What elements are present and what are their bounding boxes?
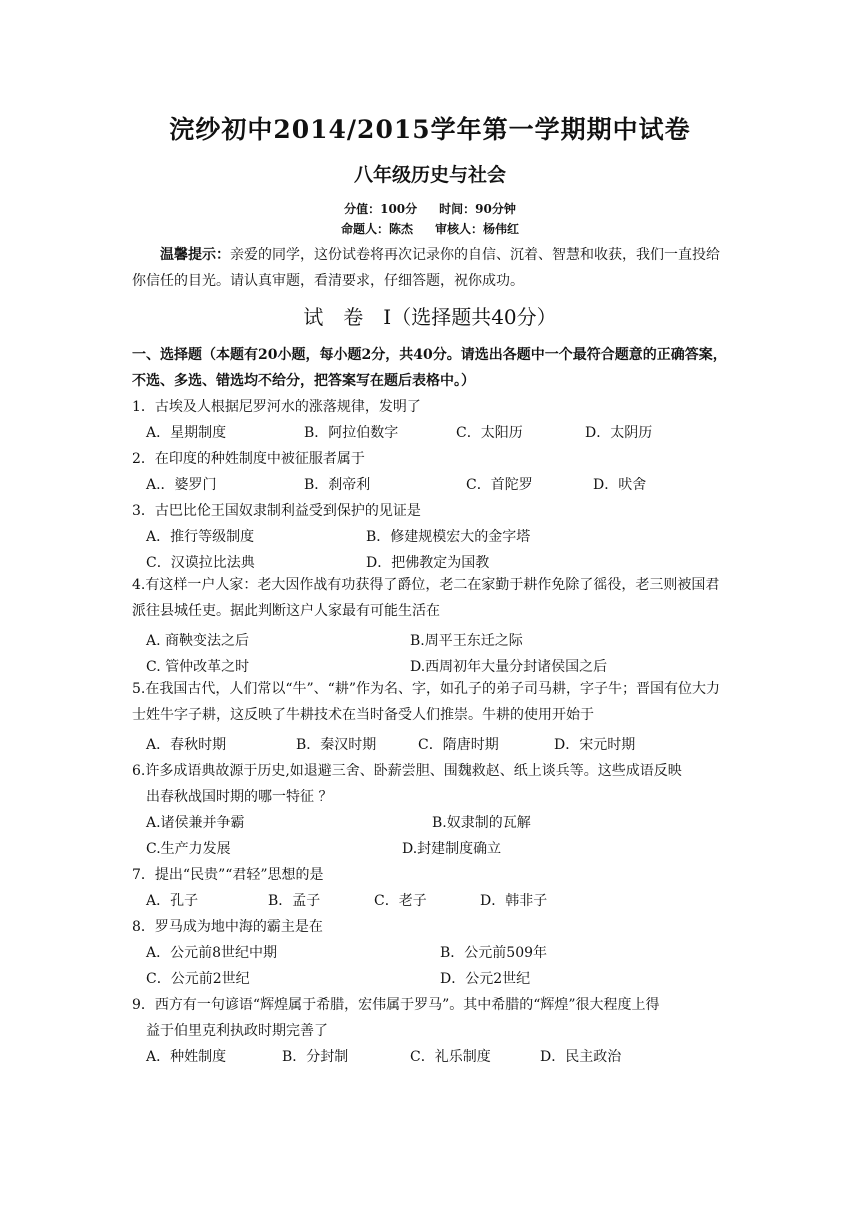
option-b: B．刹帝利 [304, 477, 371, 493]
option-c: C．首陀罗 [466, 477, 533, 493]
option-b: B．孟子 [268, 893, 321, 909]
option-d: D.封建制度确立 [402, 841, 502, 857]
option-d: D．太阴历 [585, 425, 653, 441]
question-stem: 9．西方有一句谚语“辉煌属于希腊，宏伟属于罗马”。其中希腊的“辉煌”很大程度上得 [132, 997, 660, 1013]
option-b: B.周平王东迁之际 [410, 633, 523, 649]
option-c: C．公元前2世纪 [146, 971, 250, 987]
option-a: A．公元前8世纪中期 [146, 945, 278, 961]
option-b: B．公元前509年 [440, 945, 548, 961]
option-c: C．汉谟拉比法典 [146, 555, 255, 571]
question-stem: 6.许多成语典故源于历史,如退避三舍、卧薪尝胆、围魏救赵、纸上谈兵等。这些成语反映 [132, 763, 682, 779]
option-d: D．公元2世纪 [440, 971, 531, 987]
question-stem: 2．在印度的种姓制度中被征服者属于 [132, 451, 365, 467]
exam-title: 浣纱初中2014/2015学年第一学期期中试卷 [169, 115, 691, 144]
option-a: A.诸侯兼并争霸 [146, 815, 245, 831]
section-title: 试 卷 Ⅰ（选择题共40分） [303, 305, 557, 329]
option-a: A. 商鞅变法之后 [146, 633, 250, 649]
notice-paragraph [132, 242, 732, 294]
author-label: 命题人：陈杰 [340, 222, 413, 236]
question-stem: 8．罗马成为地中海的霸主是在 [132, 919, 323, 935]
score-label: 分值：100分 [344, 202, 418, 216]
option-a: A．种姓制度 [146, 1049, 227, 1065]
option-d: D.西周初年大量分封诸侯国之后 [410, 659, 608, 675]
time-label: 时间：90分钟 [439, 202, 516, 216]
notice-text: 亲爱的同学，这份试卷将再次记录你的自信、沉着、智慧和收获，我们一直投给你信任的目光。请认真审题，看清要求，仔细答题，祝你成功。 [132, 247, 720, 289]
question-stem-continued: 出春秋战国时期的哪一特征 ？ [146, 789, 333, 805]
question-stem: 3．古巴比伦王国奴隶制利益受到保护的见证是 [132, 503, 421, 519]
option-c: C．隋唐时期 [418, 737, 499, 753]
option-c: C．太阳历 [456, 425, 523, 441]
option-a: A．推行等级制度 [146, 529, 255, 545]
option-c: C. 管仲改革之时 [146, 659, 250, 675]
option-d: D．宋元时期 [554, 737, 636, 753]
option-a: A．春秋时期 [146, 737, 227, 753]
exam-subtitle: 八年级历史与社会 [353, 164, 506, 186]
option-b: B．阿拉伯数字 [304, 425, 399, 441]
option-c: C．老子 [374, 893, 427, 909]
option-b: B．修建规模宏大的金字塔 [366, 529, 531, 545]
option-c: C.生产力发展 [146, 841, 231, 857]
option-b: B．分封制 [282, 1049, 349, 1065]
option-b: B.奴隶制的瓦解 [432, 815, 531, 831]
option-a: A．星期制度 [146, 425, 227, 441]
section-heading: 一、选择题（本题有20小题，每小题2分，共40分。请选出各题中一个最符合题意的正确答案，不选、多选、错选均不给分，把答案写在题后表格中。） [132, 347, 727, 389]
question-stem: 4.有这样一户人家：老大因作战有功获得了爵位，老二在家勤于耕作免除了徭役，老三则被国君派往县城任吏。据此判断这户人家最有可能生活在 [132, 577, 720, 619]
question-stem: 5.在我国古代，人们常以“牛”、“耕”作为名、字，如孔子的弟子司马耕，字子牛；晋国有位大力士姓牛字子耕，这反映了牛耕技术在当时备受人们推崇。牛耕的使用开始于 [132, 681, 720, 723]
option-b: B．秦汉时期 [296, 737, 377, 753]
exam-meta-line-2 [0, 220, 860, 237]
option-a: A.．婆罗门 [146, 477, 217, 493]
option-c: C．礼乐制度 [410, 1049, 491, 1065]
question-stem: 7．提出“民贵”“君轻”思想的是 [132, 867, 324, 883]
question-stem: 1．古埃及人根据尼罗河水的涨落规律，发明了 [132, 399, 421, 415]
reviewer-label: 审核人：杨伟红 [435, 222, 520, 236]
question-stem-continued: 益于伯里克利执政时期完善了 [146, 1023, 328, 1039]
option-a: A．孔子 [146, 893, 199, 909]
option-d: D．吠舍 [593, 477, 647, 493]
notice-lead: 温馨提示： [160, 247, 230, 263]
option-d: D．韩非子 [480, 893, 548, 909]
option-d: D．把佛教定为国教 [366, 555, 490, 571]
option-d: D．民主政治 [540, 1049, 622, 1065]
exam-meta-line-1 [0, 200, 860, 217]
